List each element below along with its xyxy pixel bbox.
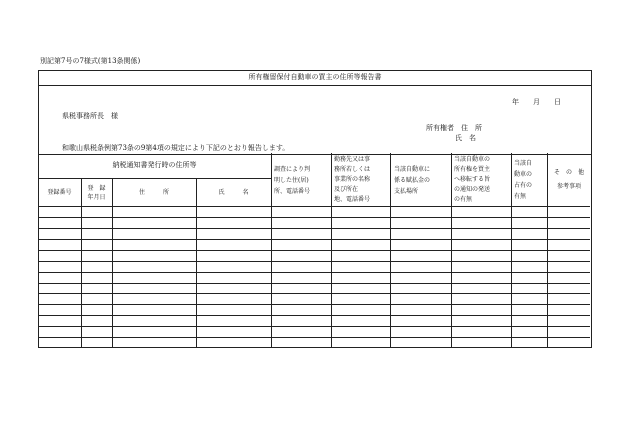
table-row	[38, 239, 590, 240]
header-possession: 当該自 動車の 占有の 有無	[514, 160, 533, 200]
owner-name-label: 氏 名	[455, 134, 476, 142]
form-reference: 別記第7号の7様式(第13条関係)	[40, 57, 141, 65]
title-divider	[39, 85, 591, 86]
addressee: 県税事務所長 様	[62, 112, 118, 120]
table-row	[38, 250, 590, 251]
header-investigated-address: 調査により判 明した住(居) 所、電話番号	[274, 165, 311, 195]
table-row	[38, 337, 590, 338]
table-row	[38, 326, 590, 327]
header-registration-date: 登 録 年月日	[87, 184, 106, 201]
owner-address-label: 所有権者 住 所	[426, 124, 482, 132]
table-row	[38, 261, 590, 262]
table-body	[38, 206, 590, 348]
report-table	[38, 153, 592, 348]
table-row	[38, 315, 590, 316]
date-line: 年 月 日	[512, 98, 561, 106]
header-address: 住 所	[138, 188, 169, 196]
table-row	[38, 293, 590, 294]
report-statement: 和歌山県税条例第73条の9第4項の規定により下記のとおり報告します。	[62, 144, 290, 152]
header-registration-number: 登録番号	[47, 188, 72, 196]
header-ownership-transfer-notice: 当該自動車の 所有権を買主 へ移転する旨 の通知の発送 の有無	[454, 156, 491, 203]
header-name: 氏 名	[218, 188, 249, 196]
table-row	[38, 283, 590, 284]
header-workplace: 勤務先又は事 務所若しくは 事業所の名称 及び所在 地、電話番号	[334, 156, 371, 203]
document-title: 所有権留保付自動車の買主の住所等報告書	[248, 73, 382, 81]
table-row	[38, 304, 590, 305]
table-row	[38, 217, 590, 218]
header-other-notes: そ の 他 参考事項	[553, 169, 584, 190]
table-row	[38, 228, 590, 229]
header-payment-place: 当該自動車に 係る賦払金の 支払場所	[394, 165, 431, 195]
table-row	[38, 272, 590, 273]
group-header-tax-notice: 納税通知書発行時の住所等	[112, 161, 197, 169]
